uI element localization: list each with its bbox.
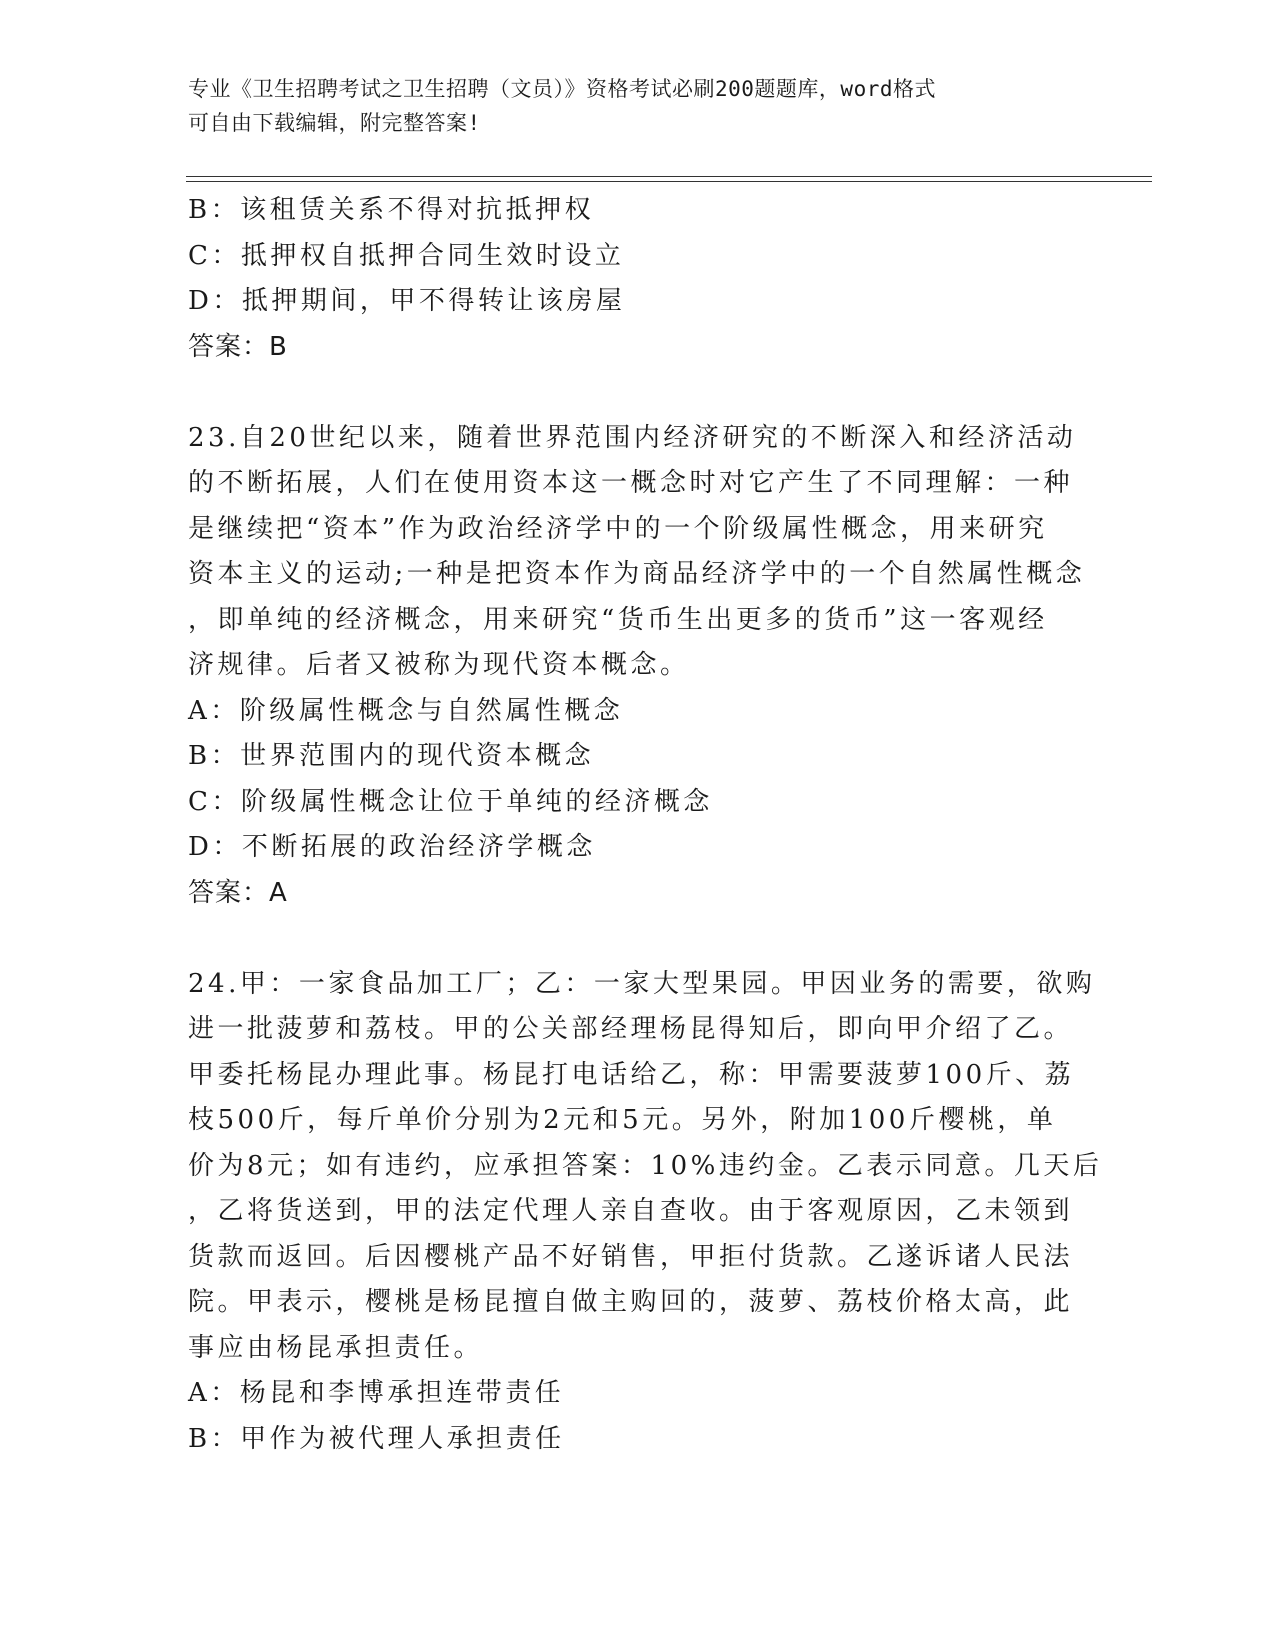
q24-stem-line: 枝500斤，每斤单价分别为2元和5元。另外，附加100斤樱桃，单 <box>188 1105 1057 1135</box>
q24-option-a: A：杨昆和李博承担连带责任 <box>188 1378 565 1408</box>
header-title-line-2: 可自由下载编辑，附完整答案! <box>188 111 481 135</box>
header-title-line-1: 专业《卫生招聘考试之卫生招聘（文员）》资格考试必刷200题题库，word格式 <box>188 77 936 101</box>
q23-option-a: A：阶级属性概念与自然属性概念 <box>188 695 624 726</box>
q23-stem <box>188 416 1086 689</box>
q24-stem-line: 甲委托杨昆办理此事。杨昆打电话给乙，称：甲需要菠萝100斤、荔 <box>188 1059 1075 1090</box>
q23-stem-line: 23.自20世纪以来，随着世界范围内经济研究的不断深入和经济活动 <box>188 422 1077 453</box>
q23-option-c: C：阶级属性概念让位于单纯的经济概念 <box>188 786 713 817</box>
page-header <box>188 72 1068 140</box>
q23-option-d: D：不断拓展的政治经济学概念 <box>188 832 596 862</box>
q23-stem-line: ，即单纯的经济概念，用来研究“货币生出更多的货币”这一客观经 <box>188 604 1048 635</box>
question-23 <box>188 416 1086 917</box>
q22-option-b: B：该租赁关系不得对抗抵押权 <box>188 195 595 225</box>
q23-answer: 答案：A <box>188 877 288 908</box>
header-divider <box>186 176 1152 182</box>
q24-stem-line: ，乙将货送到，甲的法定代理人亲自查收。由于客观原因，乙未领到 <box>188 1196 1074 1226</box>
q23-option-b: B：世界范围内的现代资本概念 <box>188 741 595 771</box>
q24-option-b: B：甲作为被代理人承担责任 <box>188 1423 565 1454</box>
q23-stem-line: 的不断拓展，人们在使用资本这一概念时对它产生了不同理解：一种 <box>188 468 1074 498</box>
q24-stem-line: 事应由杨昆承担责任。 <box>188 1332 484 1363</box>
q24-stem-line: 24.甲：一家食品加工厂；乙：一家大型果园。甲因业务的需要，欲购 <box>188 968 1096 999</box>
q23-stem-line: 资本主义的运动;一种是把资本作为商品经济学中的一个自然属性概念 <box>188 559 1086 589</box>
q24-stem-line: 院。甲表示，樱桃是杨昆擅自做主购回的，菠萝、荔枝价格太高，此 <box>188 1287 1074 1317</box>
q24-stem-line: 价为8元；如有违约，应承担答案：10%违约金。乙表示同意。几天后 <box>188 1150 1103 1181</box>
q22-answer: 答案：B <box>188 331 288 362</box>
q24-stem-line: 进一批菠萝和荔枝。甲的公关部经理杨昆得知后，即向甲介绍了乙。 <box>188 1014 1074 1044</box>
q23-stem-line: 济规律。后者又被称为现代资本概念。 <box>188 650 690 680</box>
question-22-tail <box>188 188 1078 370</box>
q22-option-d: D：抵押期间，甲不得转让该房屋 <box>188 286 626 316</box>
q23-stem-line: 是继续把“资本”作为政治经济学中的一个阶级属性概念，用来研究 <box>188 513 1048 544</box>
q24-stem <box>188 962 1103 1372</box>
question-24 <box>188 962 1103 1463</box>
document-body <box>188 188 1103 1462</box>
q24-stem-line: 货款而返回。后因樱桃产品不好销售，甲拒付货款。乙遂诉诸人民法 <box>188 1241 1074 1272</box>
q22-option-c: C：抵押权自抵押合同生效时设立 <box>188 240 625 271</box>
